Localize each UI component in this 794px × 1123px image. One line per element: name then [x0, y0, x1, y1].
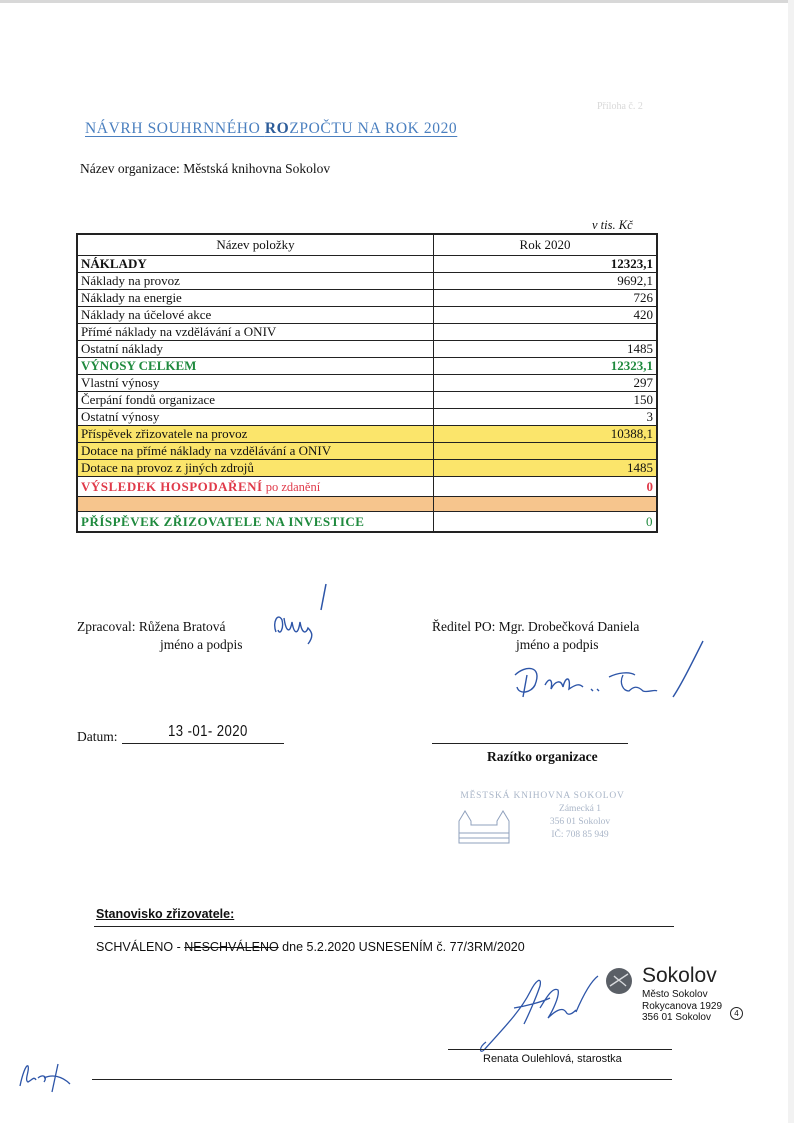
row-label: [77, 477, 434, 497]
row-value: [434, 443, 658, 460]
stamp-label: Razítko organizace: [487, 749, 598, 764]
table-row-revenue-total: [77, 358, 657, 375]
table-row: [77, 273, 657, 290]
stamp-address: [525, 803, 635, 842]
city-name: Sokolov: [642, 964, 717, 987]
table-row: [77, 409, 657, 426]
page-top-border: [0, 0, 794, 3]
stamp-number-badge: 4: [730, 1007, 743, 1020]
row-value: [434, 324, 658, 341]
row-label: Čerpání fondů organizace: [77, 392, 434, 409]
row-label-suffix: po zdanění: [262, 479, 321, 494]
row-label-main: VÝSLEDEK HOSPODAŘENÍ: [81, 478, 263, 494]
table-header-row: [77, 234, 657, 256]
stamp-line-1: MĚSTSKÁ KNIHOVNA SOKOLOV: [460, 791, 625, 801]
row-value: 1485: [434, 341, 658, 358]
table-row: [77, 324, 657, 341]
table-row-result: [77, 477, 657, 497]
row-label: Náklady na energie: [77, 290, 434, 307]
city-line-2: Rokycanova 1929: [642, 1000, 723, 1012]
organization-stamp: [455, 790, 630, 850]
table-row-investment: [77, 512, 657, 533]
row-value: 12323,1: [434, 256, 658, 273]
units-note: v tis. Kč: [592, 218, 633, 232]
title-prefix: NÁVRH SOUHRNNÉHO: [85, 120, 265, 137]
table-row-spacer: [77, 497, 657, 512]
date-line: [122, 743, 284, 744]
city-line-1: Město Sokolov: [642, 989, 708, 1000]
row-value: 9692,1: [434, 273, 658, 290]
row-label: NÁKLADY: [77, 256, 434, 273]
row-value: [434, 497, 658, 512]
row-label: VÝNOSY CELKEM: [77, 358, 434, 375]
resolution-text: dne 5.2.2020 USNESENÍM č. 77/3RM/2020: [278, 940, 525, 954]
row-value: 297: [434, 375, 658, 392]
table-row-highlighted: [77, 460, 657, 477]
row-value: 0: [434, 477, 658, 497]
table-row: [77, 341, 657, 358]
header-year: Rok 2020: [434, 234, 658, 256]
castle-stamp-icon: [457, 803, 513, 847]
prepared-by: Zpracoval: Růžena Bratová: [77, 619, 226, 634]
signature-drobeckova-icon: [505, 635, 715, 715]
document-title: [85, 120, 457, 138]
page-scan-edge: [788, 0, 794, 1123]
date-label: Datum:: [77, 729, 118, 744]
row-value: 1485: [434, 460, 658, 477]
row-label: Příspěvek zřizovatele na provoz: [77, 426, 434, 443]
stamp-line-4: IČ: 708 85 949: [551, 830, 609, 840]
row-value: 420: [434, 307, 658, 324]
stamp-line-2: Zámecká 1: [559, 804, 601, 814]
approval-divider: [94, 926, 674, 927]
table-row: [77, 375, 657, 392]
row-value: 3: [434, 409, 658, 426]
initials-signature-icon: [14, 1056, 78, 1096]
row-label: Náklady na účelové akce: [77, 307, 434, 324]
row-value: 12323,1: [434, 358, 658, 375]
approved-text: SCHVÁLENO -: [96, 940, 185, 954]
date-value: 13 -01- 2020: [168, 723, 248, 740]
signature-oulehlova-icon: [470, 962, 610, 1054]
director: Ředitel PO: Mgr. Drobečková Daniela: [432, 619, 640, 634]
title-bold: RO: [264, 120, 290, 137]
row-label: Ostatní náklady: [77, 341, 434, 358]
row-value: 150: [434, 392, 658, 409]
row-label: Přímé náklady na vzdělávání a ONIV: [77, 324, 434, 341]
table-row: [77, 392, 657, 409]
approval-heading: Stanovisko zřizovatele:: [96, 907, 235, 921]
stamp-line: [432, 743, 628, 744]
header-item-name: Název položky: [77, 234, 434, 256]
row-value: 10388,1: [434, 426, 658, 443]
rejected-struck-text: NESCHVÁLENO: [184, 940, 279, 954]
city-line-3: 356 01 Sokolov: [642, 1012, 711, 1023]
faint-annex-mark: Příloha č. 2: [597, 101, 643, 112]
stamp-line-3: 356 01 Sokolov: [549, 817, 611, 827]
table-row-costs-total: [77, 256, 657, 273]
row-label: Dotace na provoz z jiných zdrojů: [77, 460, 434, 477]
table-row: [77, 307, 657, 324]
table-row-highlighted: [77, 443, 657, 460]
row-label: Dotace na přímé náklady na vzdělávání a ONIV: [77, 443, 434, 460]
signature-bratova-icon: [268, 582, 348, 654]
row-label: PŘÍSPĚVEK ZŘIZOVATELE NA INVESTICE: [77, 512, 434, 533]
bottom-line: [92, 1079, 672, 1080]
title-suffix: ZPOČTU NA ROK 2020: [289, 120, 458, 137]
row-value: 0: [434, 512, 658, 533]
row-value: 726: [434, 290, 658, 307]
row-label: Náklady na provoz: [77, 273, 434, 290]
director-caption: jméno a podpis: [516, 637, 599, 652]
row-label: Vlastní výnosy: [77, 375, 434, 392]
budget-table: [76, 233, 658, 533]
approval-statement: [96, 940, 525, 954]
mayor-name: Renata Oulehlová, starostka: [483, 1053, 622, 1065]
mayor-signature-line: [448, 1049, 672, 1050]
city-address: [642, 989, 722, 1024]
row-label: [77, 497, 434, 512]
prepared-by-caption: jméno a podpis: [160, 637, 243, 652]
row-label: Ostatní výnosy: [77, 409, 434, 426]
table-row: [77, 290, 657, 307]
table-row-highlighted: [77, 426, 657, 443]
organization-name: Název organizace: Městská knihovna Sokolov: [80, 161, 331, 176]
